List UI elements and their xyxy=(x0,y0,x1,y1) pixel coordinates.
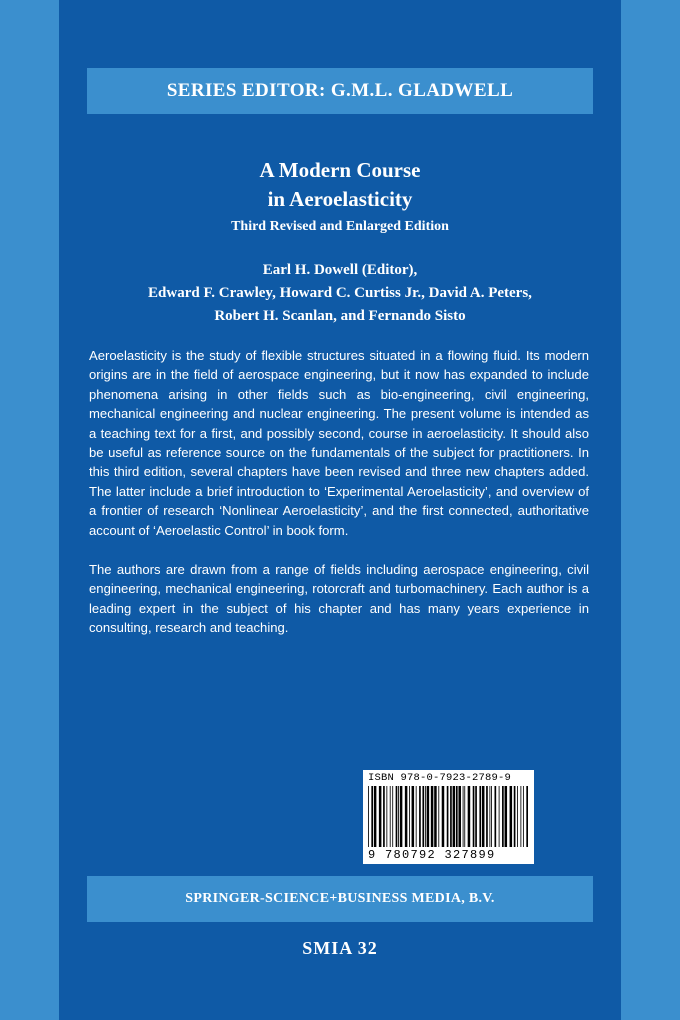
series-number: SMIA 32 xyxy=(302,938,378,958)
barcode-bar xyxy=(475,786,477,847)
barcode-number: 9 780792 327899 xyxy=(368,848,496,862)
barcode-bar xyxy=(458,786,461,847)
description-paragraph-1: Aeroelasticity is the study of flexible structures situated in a flowing fluid. Its modern origins are in the field of aerospace engineering, but it now has expanded to include phenomena arising in other fields such as bio-engineering, civil engineering, mechanical engineering and nuclear engineering. The present volume is intended as a teaching text for a first, and possibly second, course in aeroelasticity. It should also be useful as reference source on the fundamentals of the subject for practitioners. In this third edition, several chapters have been revised and three new chapters added. The latter include a brief introduction to ‘Experimental Aeroelasticity’, and overview of a frontier of research ‘Nonlinear Aeroelasticity’, and the first connected, authoritative account of ‘Aeroelastic Control’ in book form. xyxy=(89,348,589,538)
barcode-bar xyxy=(368,786,369,847)
isbn-label: ISBN 978-0-7923-2789-9 xyxy=(368,772,512,784)
barcode-bar xyxy=(431,786,434,847)
barcode-bar xyxy=(425,786,426,847)
barcode-bar xyxy=(502,786,504,847)
publisher-banner xyxy=(87,876,593,922)
barcode-bar xyxy=(419,786,421,847)
barcode-bar xyxy=(434,786,437,847)
barcode-bar xyxy=(479,786,481,847)
barcode-bar xyxy=(400,786,403,847)
barcode-bar xyxy=(442,786,445,847)
barcode-bar xyxy=(510,786,513,847)
book-title-line-2: in Aeroelasticity xyxy=(267,187,413,211)
barcode-bar xyxy=(409,786,410,847)
barcode-bar xyxy=(447,786,449,847)
barcode-bar xyxy=(379,786,382,847)
barcode-bar xyxy=(526,786,528,847)
barcode-bar xyxy=(412,786,415,847)
barcode-bar xyxy=(390,786,391,847)
barcode-bar xyxy=(453,786,456,847)
barcode-bar xyxy=(489,786,490,847)
barcode-bar xyxy=(392,786,393,847)
barcode-bar xyxy=(523,786,524,847)
authors-line-2: Edward F. Crawley, Howard C. Curtiss Jr., David A. Peters, xyxy=(148,285,532,301)
barcode-bar xyxy=(450,786,452,847)
barcode-bar xyxy=(468,786,471,847)
barcode-bar xyxy=(491,786,492,847)
barcode-bar xyxy=(386,786,387,847)
barcode-bar xyxy=(517,786,518,847)
barcode-bar xyxy=(422,786,424,847)
isbn-barcode xyxy=(363,770,534,864)
barcode-bar xyxy=(396,786,398,847)
barcode-bar xyxy=(456,786,458,847)
book-title-line-1: A Modern Course xyxy=(259,158,421,182)
barcode-bar xyxy=(463,786,464,847)
description-paragraph-2: The authors are drawn from a range of fields including aerospace engineering, civil engineering, mechanical engineering, rotorcraft and turbomachinery. Each author is a leading expert in the subject of his chapter and has many years experience in consulting, research and teaching. xyxy=(89,562,589,636)
barcode-bar xyxy=(405,786,408,847)
barcode-bar xyxy=(427,786,430,847)
series-editor-banner xyxy=(87,68,593,114)
barcode-bar xyxy=(505,786,508,847)
barcode-bar xyxy=(494,786,496,847)
barcode-bar xyxy=(416,786,417,847)
barcode-bar xyxy=(383,786,385,847)
publisher-name: SPRINGER-SCIENCE+BUSINESS MEDIA, B.V. xyxy=(185,891,495,906)
series-editor-text: SERIES EDITOR: G.M.L. GLADWELL xyxy=(166,80,514,101)
authors-line-1: Earl H. Dowell (Editor), xyxy=(262,262,418,278)
barcode-bars-graphic xyxy=(368,786,528,847)
description-block xyxy=(89,346,589,658)
barcode-bar xyxy=(464,786,465,847)
edition-subtitle: Third Revised and Enlarged Edition xyxy=(231,219,449,234)
barcode-bar xyxy=(499,786,500,847)
barcode-bar xyxy=(371,786,373,847)
barcode-bar xyxy=(482,786,485,847)
barcode-bar xyxy=(514,786,516,847)
barcode-bar xyxy=(486,786,488,847)
book-title-block xyxy=(59,156,621,238)
barcode-bar xyxy=(520,786,521,847)
barcode-bar xyxy=(398,786,399,847)
barcode-bar xyxy=(438,786,439,847)
barcode-bar xyxy=(473,786,475,847)
authors-block xyxy=(59,259,621,328)
barcode-bar xyxy=(374,786,377,847)
authors-line-3: Robert H. Scanlan, and Fernando Sisto xyxy=(214,308,466,324)
